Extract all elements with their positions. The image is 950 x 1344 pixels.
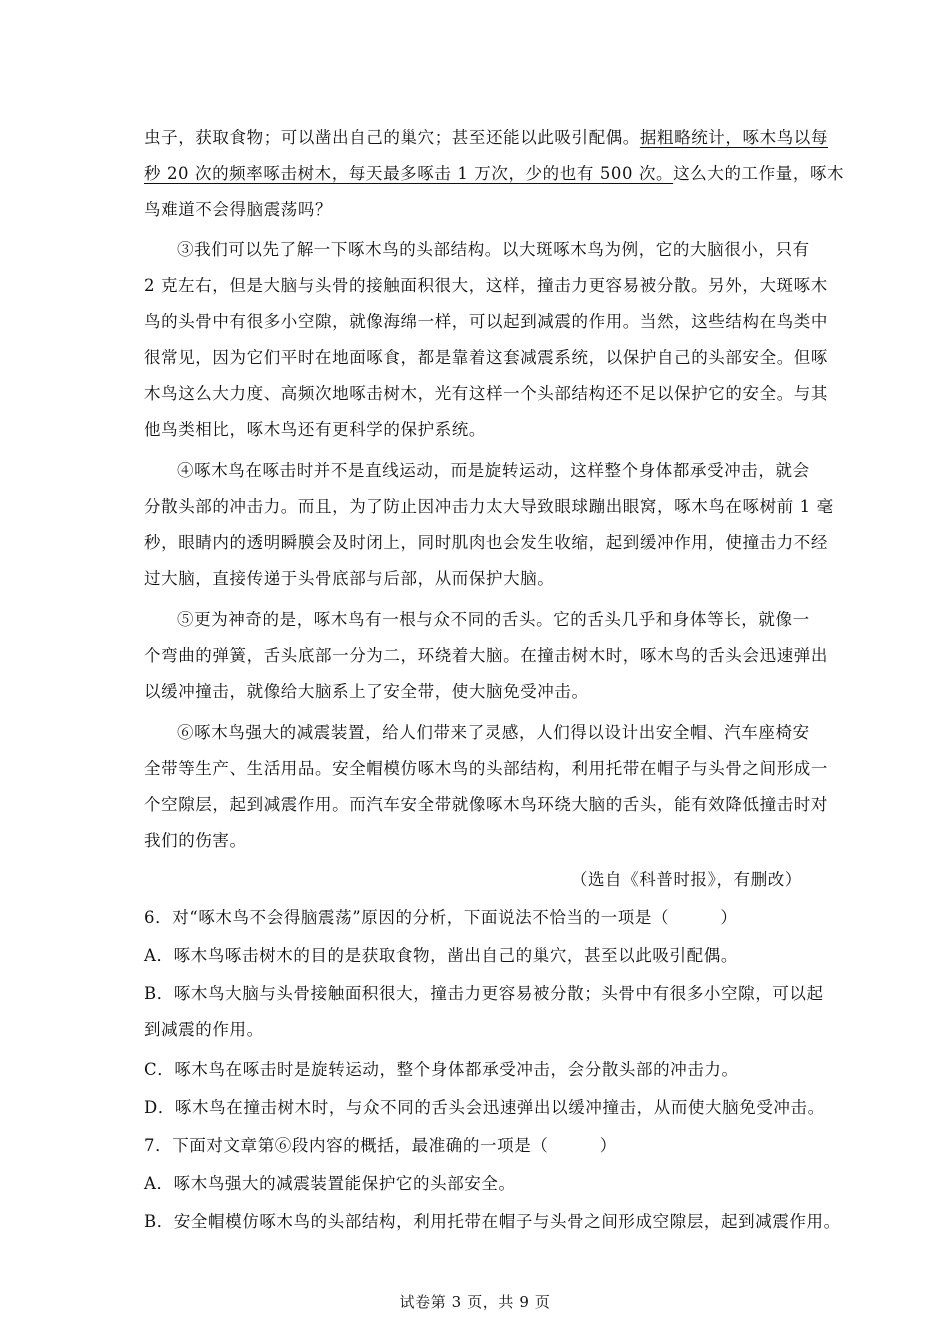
question-6-option-b: B．啄木鸟大脑与头骨接触面积很大，撞击力更容易被分散；头骨中有很多小空隙，可以起 [144,984,824,1003]
paragraph-4-line: 分散头部的冲击力。而且，为了防止因冲击力太大导致眼球蹦出眼窝，啄木鸟在啄树前 1 毫 [144,497,834,516]
paragraph-3-line: ③我们可以先了解一下啄木鸟的头部结构。以大斑啄木鸟为例，它的大脑很小，只有 [177,240,810,259]
passage-text: 虫子，获取食物；可以凿出自己的巢穴；甚至还能以此吸引配偶。 [144,128,640,147]
passage-line: 鸟难道不会得脑震荡吗？ [144,200,333,219]
passage-line [144,124,828,148]
paragraph-5-line: 个弯曲的弹簧，舌头底部一分为二，环绕着大脑。在撞击树木时，啄木鸟的舌头会迅速弹出 [144,646,828,665]
passage-source: （选自《科普时报》，有删改） [570,870,802,889]
page-footer: 试卷第 3 页，共 9 页 [399,1293,551,1311]
question-7-stem: 7．下面对文章第⑥段内容的概括，最准确的一项是（ ） [144,1136,617,1155]
question-6-option-a: A．啄木鸟啄击树木的目的是获取食物，凿出自己的巢穴，甚至以此吸引配偶。 [144,946,738,965]
paragraph-5-line: 以缓冲撞击，就像给大脑系上了安全带，使大脑免受冲击。 [144,682,589,701]
question-6-option-d: D．啄木鸟在撞击树木时，与众不同的舌头会迅速弹出以缓冲撞击，从而使大脑免受冲击。 [144,1098,825,1117]
passage-line [144,160,844,184]
paragraph-3-line: 他鸟类相比，啄木鸟还有更科学的保护系统。 [144,420,486,439]
paragraph-3-line: 木鸟这么大力度、高频次地啄击树木，光有这样一个头部结构还不足以保护它的安全。与其 [144,384,828,403]
paragraph-3-line: 很常见，因为它们平时在地面啄食，都是靠着这套减震系统，以保护自己的头部安全。但啄 [144,348,828,367]
paragraph-4-line: 过大脑，直接传递于头骨底部与后部，从而保护大脑。 [144,569,555,588]
question-6-option-c: C．啄木鸟在啄击时是旋转运动，整个身体都承受冲击，会分散头部的冲击力。 [144,1060,739,1079]
paragraph-6-line: 个空隙层，起到减震作用。而汽车安全带就像啄木鸟环绕大脑的舌头，能有效降低撞击时对 [144,795,828,814]
paragraph-3-line: 2 克左右，但是大脑与头骨的接触面积很大，这样，撞击力更容易被分散。另外，大斑啄木 [144,276,828,295]
underlined-sentence: 秒 20 次的频率啄击树木，每天最多啄击 1 万次，少的也有 500 次。 [144,164,674,183]
paragraph-6-line: 我们的伤害。 [144,831,247,850]
question-7-option-a: A．啄木鸟强大的减震装置能保护它的头部安全。 [144,1174,516,1193]
question-6-option-b-cont: 到减震的作用。 [144,1020,264,1039]
paragraph-6-line: ⑥啄木鸟强大的减震装置，给人们带来了灵感，人们得以设计出安全帽、汽车座椅安 [177,723,810,742]
question-7-option-b: B．安全帽模仿啄木鸟的头部结构，利用托带在帽子与头骨之间形成空隙层，起到减震作用。 [144,1212,841,1231]
paragraph-6-line: 全带等生产、生活用品。安全帽模仿啄木鸟的头部结构，利用托带在帽子与头骨之间形成一 [144,759,828,778]
passage-text: 这么大的工作量，啄木 [673,164,845,183]
paragraph-4-line: ④啄木鸟在啄击时并不是直线运动，而是旋转运动，这样整个身体都承受冲击，就会 [177,461,810,480]
paragraph-3-line: 鸟的头骨中有很多小空隙，就像海绵一样，可以起到减震的作用。当然，这些结构在鸟类中 [144,312,828,331]
underlined-sentence: 据粗略统计，啄木鸟以每 [639,128,829,147]
question-6-stem: 6．对“啄木鸟不会得脑震荡”原因的分析，下面说法不恰当的一项是（ ） [144,908,738,927]
paragraph-5-line: ⑤更为神奇的是，啄木鸟有一根与众不同的舌头。它的舌头几乎和身体等长，就像一 [177,610,810,629]
paragraph-4-line: 秒，眼睛内的透明瞬膜会及时闭上，同时肌肉也会发生收缩，起到缓冲作用，使撞击力不经 [144,533,828,552]
